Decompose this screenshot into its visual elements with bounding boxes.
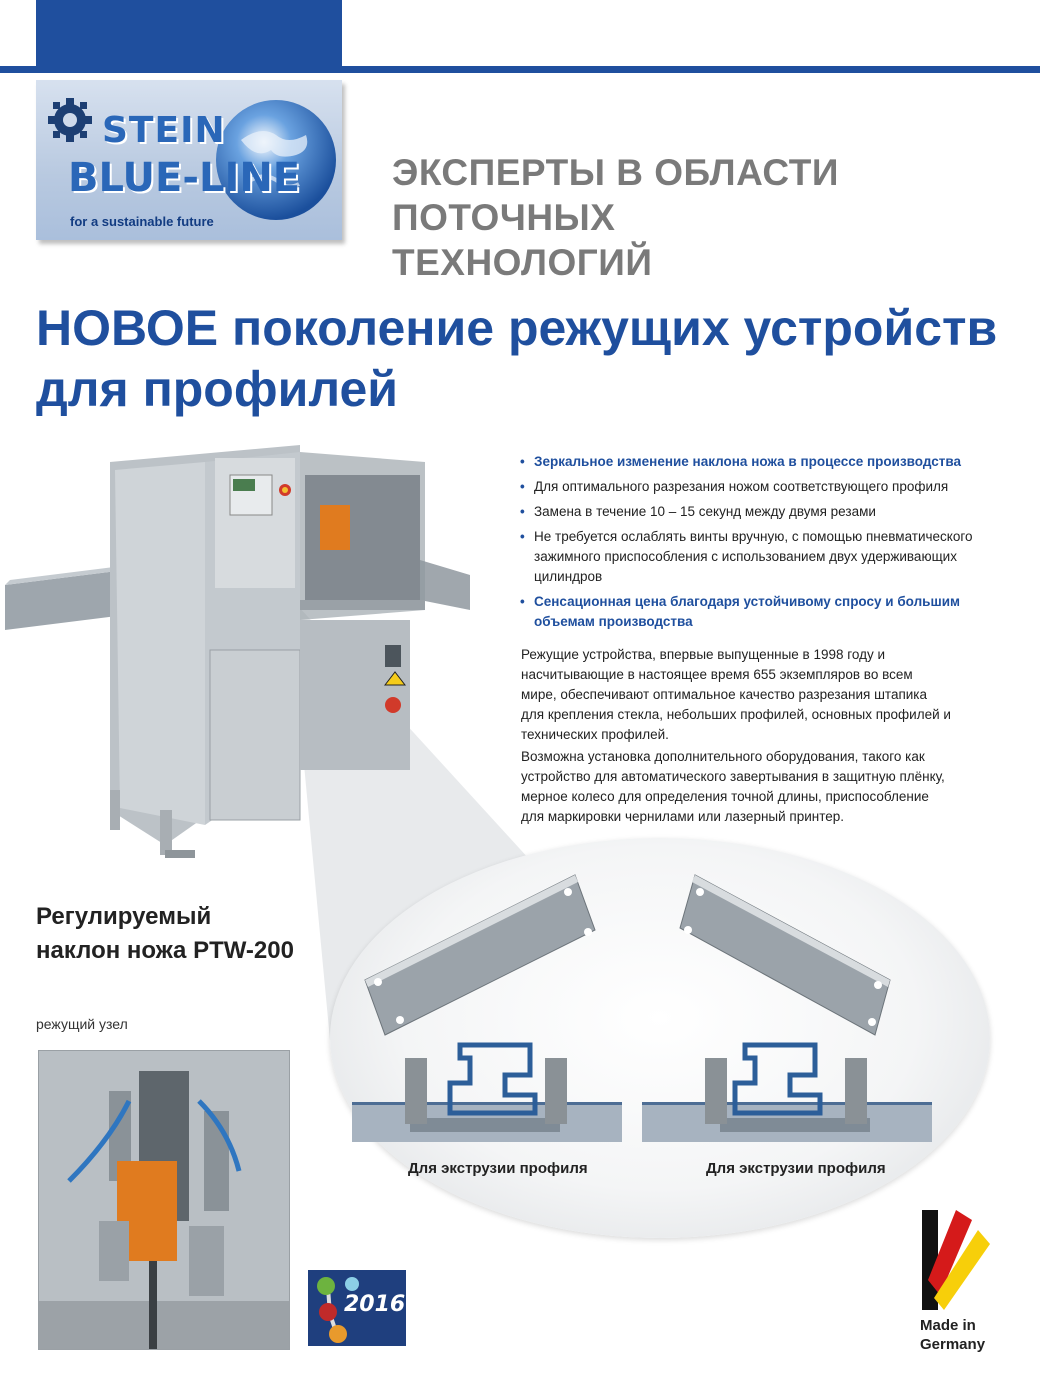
feature-item: • Не требуется ослаблять винты вручную, с помощью пневматического зажимного приспособления с использованием двух удерживающих цилиндров xyxy=(518,527,988,587)
product-title xyxy=(36,900,294,968)
made-in-germany xyxy=(920,1316,1020,1354)
germany-flag-icon xyxy=(920,1210,992,1320)
feature-list xyxy=(518,452,988,637)
made-in-line2: Germany xyxy=(920,1336,986,1353)
feature-item: • Сенсационная цена благодаря устойчивому спросу и большим объемам производства xyxy=(518,592,988,632)
feature-item: • Для оптимального разрезания ножом соответствующего профиля xyxy=(518,477,988,497)
headline-line2: для профилей xyxy=(36,361,398,417)
cutting-machine-illustration xyxy=(0,440,500,870)
badge-year: 2016 xyxy=(344,1292,406,1317)
intro-paragraph: Режущие устройства, впервые выпущенные в 1998 году и насчитывающие в настоящее время 655 экземпляров во всем мире, обеспечивают оптимальное качество разрезания штапика для крепления стекла, небольших профилей, основных профилей и технических профилей. xyxy=(521,647,951,742)
options-paragraph: Возможна установка дополнительного оборудования, такого как устройство для автоматического завертывания в защитную плёнку, мерное колесо для определения точной длины, приспособление для маркировки чернилами или лазерный принтер. xyxy=(521,749,945,824)
feature-item: • Зеркальное изменение наклона ножа в процессе производства xyxy=(518,452,988,472)
headline-line1: НОВОЕ поколение режущих устройств xyxy=(36,300,998,356)
diagram-caption-right: Для экструзии профиля xyxy=(706,1160,886,1177)
blade-diagram-left xyxy=(350,870,630,1150)
logo-tagline: for a sustainable future xyxy=(70,214,214,229)
logo-stein-text: STEIN xyxy=(102,110,226,151)
product-title-line2: наклон ножа PTW-200 xyxy=(36,937,294,964)
blade-diagram-right xyxy=(640,870,940,1150)
cutting-unit-photo xyxy=(38,1050,290,1350)
logo-blueline-text: BLUE-LINE xyxy=(68,155,301,201)
experts-tagline-line1: ЭКСПЕРТЫ В ОБЛАСТИ ПОТОЧНЫХ xyxy=(392,152,839,238)
made-in-line1: Made in xyxy=(920,1317,976,1334)
cutting-unit-label: режущий узел xyxy=(36,1016,128,1032)
experts-tagline-line2: ТЕХНОЛОГИЙ xyxy=(392,242,653,283)
molecule-2016-badge xyxy=(308,1270,406,1346)
diagram-caption-left: Для экструзии профиля xyxy=(408,1160,588,1177)
product-title-line1: Регулируемый xyxy=(36,903,212,930)
feature-item: • Замена в течение 10 – 15 секунд между двумя резами xyxy=(518,502,988,522)
